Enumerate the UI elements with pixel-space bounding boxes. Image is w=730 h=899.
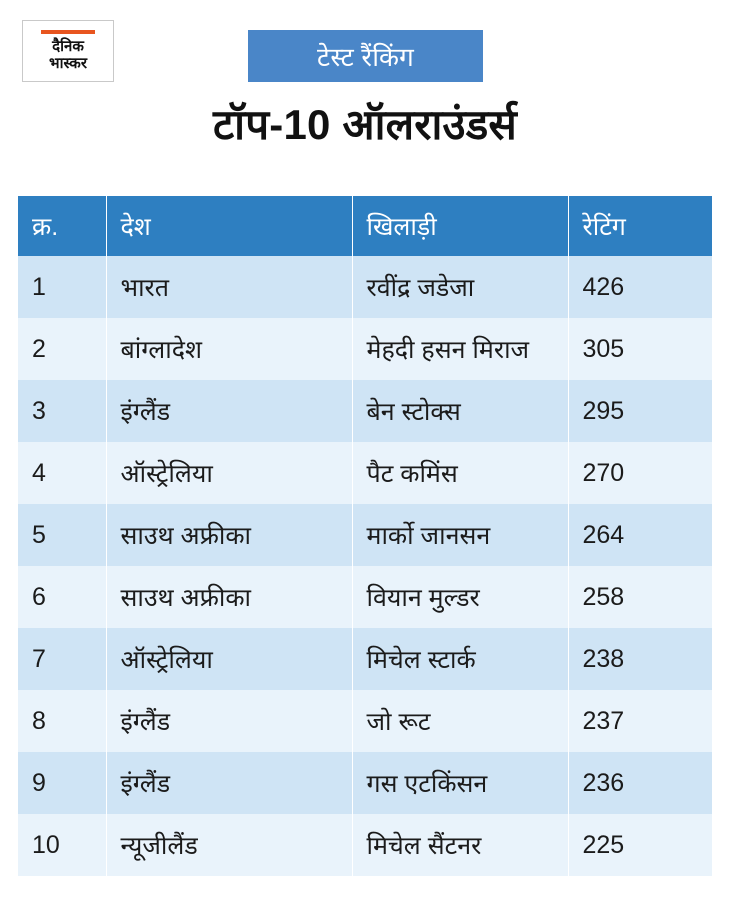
cell-country: साउथ अफ्रीका: [106, 504, 352, 566]
cell-player: पैट कमिंस: [352, 442, 568, 504]
cell-country: बांग्लादेश: [106, 318, 352, 380]
cell-player: मार्को जानसन: [352, 504, 568, 566]
cell-rank: 7: [18, 628, 106, 690]
cell-rank: 4: [18, 442, 106, 504]
cell-rank: 8: [18, 690, 106, 752]
cell-rank: 1: [18, 256, 106, 318]
table-head: [18, 196, 712, 256]
brand-accent-bar: [41, 30, 95, 34]
table-row: [18, 318, 712, 380]
column-header-player: खिलाड़ी: [352, 196, 568, 256]
cell-country: इंग्लैंड: [106, 690, 352, 752]
table-body: [18, 256, 712, 876]
cell-rank: 3: [18, 380, 106, 442]
cell-rank: 10: [18, 814, 106, 876]
cell-player: रवींद्र जडेजा: [352, 256, 568, 318]
cell-rank: 5: [18, 504, 106, 566]
table-row: [18, 628, 712, 690]
cell-country: ऑस्ट्रेलिया: [106, 442, 352, 504]
cell-country: इंग्लैंड: [106, 380, 352, 442]
table-row: [18, 504, 712, 566]
cell-player: वियान मुल्डर: [352, 566, 568, 628]
cell-player: मिचेल स्टार्क: [352, 628, 568, 690]
cell-player: बेन स्टोक्स: [352, 380, 568, 442]
brand-logo: [22, 20, 114, 82]
cell-country: ऑस्ट्रेलिया: [106, 628, 352, 690]
cell-rating: 225: [568, 814, 712, 876]
cell-rating: 236: [568, 752, 712, 814]
brand-logo-line1: दैनिक: [52, 37, 84, 55]
cell-rank: 9: [18, 752, 106, 814]
table-row: [18, 442, 712, 504]
cell-rating: 295: [568, 380, 712, 442]
section-chip-label: टेस्ट रैंकिंग: [317, 42, 414, 72]
cell-rank: 6: [18, 566, 106, 628]
table-header-row: [18, 196, 712, 256]
rankings-table: [18, 196, 712, 876]
table-row: [18, 256, 712, 318]
cell-country: साउथ अफ्रीका: [106, 566, 352, 628]
cell-country: इंग्लैंड: [106, 752, 352, 814]
cell-rating: 270: [568, 442, 712, 504]
table-row: [18, 752, 712, 814]
cell-rating: 426: [568, 256, 712, 318]
column-header-rating: रेटिंग: [568, 196, 712, 256]
table-row: [18, 566, 712, 628]
cell-player: मेहदी हसन मिराज: [352, 318, 568, 380]
column-header-country: देश: [106, 196, 352, 256]
cell-country: भारत: [106, 256, 352, 318]
table-row: [18, 814, 712, 876]
cell-player: गस एटकिंसन: [352, 752, 568, 814]
section-chip: [248, 30, 483, 82]
cell-rank: 2: [18, 318, 106, 380]
column-header-rank: क्र.: [18, 196, 106, 256]
table-row: [18, 380, 712, 442]
cell-rating: 258: [568, 566, 712, 628]
cell-player: मिचेल सैंटनर: [352, 814, 568, 876]
cell-player: जो रूट: [352, 690, 568, 752]
rankings-table-wrapper: [18, 196, 712, 876]
header: [0, 0, 730, 100]
cell-rating: 237: [568, 690, 712, 752]
cell-rating: 264: [568, 504, 712, 566]
cell-rating: 238: [568, 628, 712, 690]
brand-logo-line2: भास्कर: [49, 54, 87, 72]
table-row: [18, 690, 712, 752]
cell-rating: 305: [568, 318, 712, 380]
page-title: टॉप-10 ऑलराउंडर्स: [212, 101, 518, 148]
cell-country: न्यूजीलैंड: [106, 814, 352, 876]
